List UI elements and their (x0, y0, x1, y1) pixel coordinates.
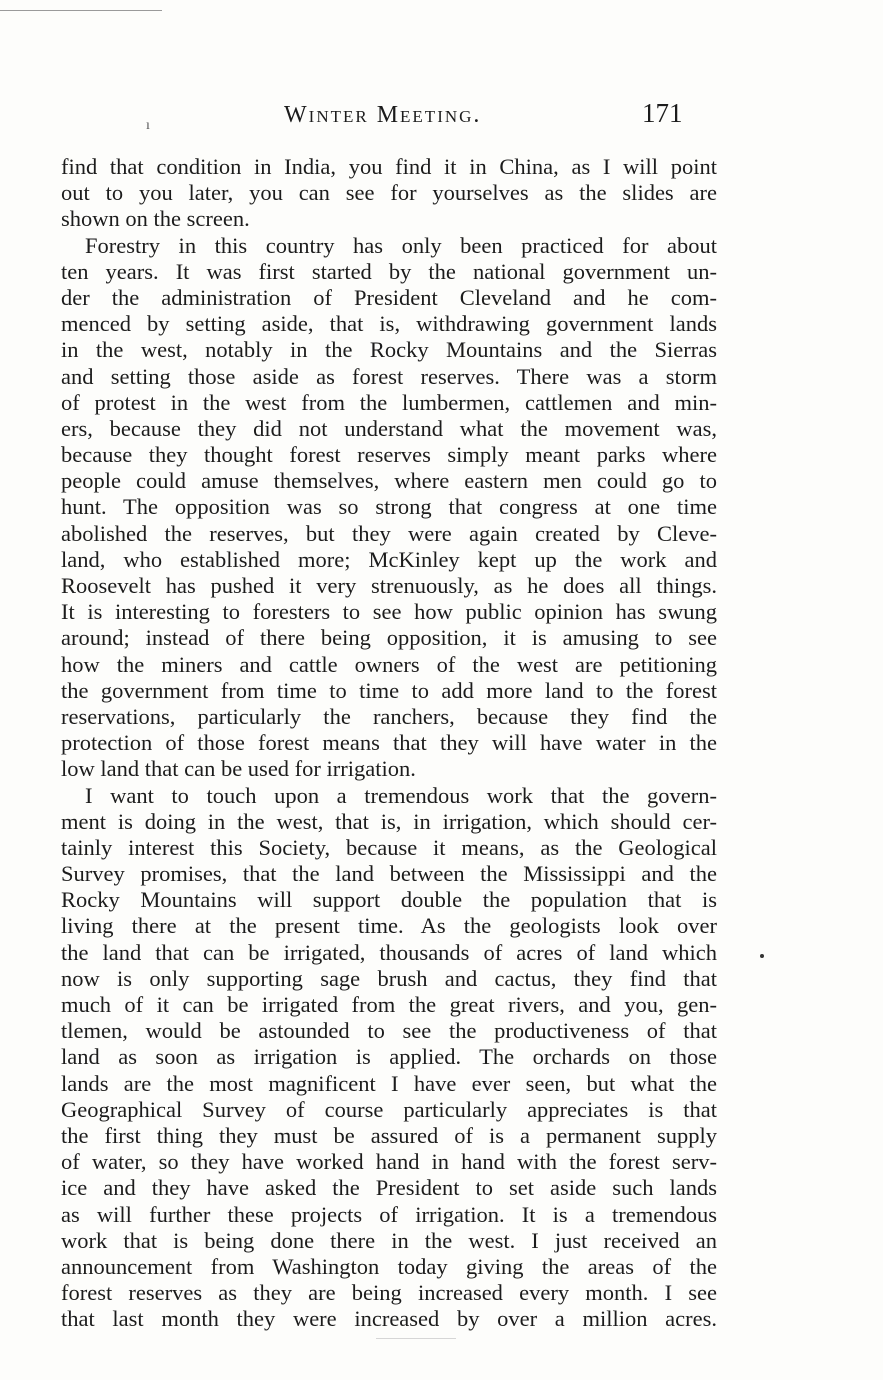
text-line: lands are the most magnificent I have ever seen, but what the (61, 1070, 717, 1096)
text-line: low land that can be used for irrigation. (61, 756, 416, 782)
text-line: Rocky Mountains will support double the population that is (61, 887, 717, 913)
stray-mark: ı (146, 118, 150, 133)
text-line: ers, because they did not understand what the movement was, (61, 415, 717, 441)
body-text (61, 154, 717, 1332)
page-number: 171 (642, 98, 683, 128)
text-line: forest reserves as they are being increased every month. I see (61, 1280, 717, 1306)
text-line: land, who established more; McKinley kept up the work and (61, 546, 717, 572)
text-line: It is interesting to foresters to see how public opinion has swung (61, 599, 717, 625)
text-line: the land that can be irrigated, thousands of acres of land which (61, 939, 717, 965)
text-line: land as soon as irrigation is applied. The orchards on those (61, 1044, 717, 1070)
text-line: much of it can be irrigated from the great rivers, and you, gen- (61, 992, 717, 1017)
text-line: Roosevelt has pushed it very strenuously, as he does all things. (61, 573, 717, 598)
text-line: that last month they were increased by over a million acres. (61, 1306, 717, 1332)
text-line: shown on the screen. (61, 206, 250, 232)
running-head: Winter Meeting. (284, 102, 482, 128)
bottom-rule (376, 1338, 456, 1339)
text-line: Geographical Survey of course particularly appreciates is that (61, 1096, 717, 1122)
text-line: ice and they have asked the President to set aside such lands (61, 1175, 717, 1201)
text-line: menced by setting aside, that is, withdrawing government lands (61, 311, 717, 337)
text-line: the first thing they must be assured of is a permanent supply (61, 1122, 717, 1148)
text-line: ment is doing in the west, that is, in irrigation, which should cer- (61, 808, 717, 834)
text-line: hunt. The opposition was so strong that congress at one time (61, 494, 717, 520)
text-line: living there at the present time. As the geologists look over (61, 913, 717, 939)
text-line: people could amuse themselves, where eastern men could go to (61, 468, 717, 494)
text-line: the government from time to time to add more land to the forest (61, 677, 717, 703)
text-line: how the miners and cattle owners of the west are petitioning (61, 651, 717, 677)
text-line: Survey promises, that the land between the Mississippi and the (61, 861, 717, 887)
text-line: because they thought forest reserves simply meant parks where (61, 442, 717, 468)
text-line: now is only supporting sage brush and cactus, they find that (61, 965, 717, 991)
text-line: abolished the reserves, but they were again created by Cleve- (61, 520, 717, 546)
text-line: and setting those aside as forest reserves. There was a storm (61, 363, 717, 389)
text-line: reservations, particularly the ranchers, because they find the (61, 703, 717, 729)
text-line: Forestry in this country has only been practiced for about (85, 232, 717, 258)
text-line: der the administration of President Cleveland and he com- (61, 284, 717, 310)
text-line: in the west, notably in the Rocky Mountains and the Sierras (61, 337, 717, 363)
margin-speck (760, 954, 764, 958)
text-line: out to you later, you can see for yourselves as the slides are (61, 180, 717, 206)
top-rule (0, 10, 162, 11)
text-line: of protest in the west from the lumbermen, cattlemen and min- (61, 389, 717, 415)
text-line: protection of those forest means that they will have water in the (61, 730, 717, 756)
text-line: tlemen, would be astounded to see the productiveness of that (61, 1018, 717, 1044)
page-header (0, 98, 883, 138)
text-line: I want to touch upon a tremendous work that the govern- (85, 782, 717, 808)
text-line: ten years. It was first started by the national government un- (61, 258, 717, 284)
text-line: around; instead of there being opposition, it is amusing to see (61, 625, 717, 651)
text-line: find that condition in India, you find it in China, as I will point (61, 154, 717, 179)
text-line: as will further these projects of irrigation. It is a tremendous (61, 1201, 717, 1227)
text-line: work that is being done there in the west. I just received an (61, 1227, 717, 1253)
text-line: of water, so they have worked hand in hand with the forest serv- (61, 1149, 717, 1175)
text-line: announcement from Washington today giving the areas of the (61, 1253, 717, 1279)
text-line: tainly interest this Society, because it means, as the Geological (61, 834, 717, 860)
